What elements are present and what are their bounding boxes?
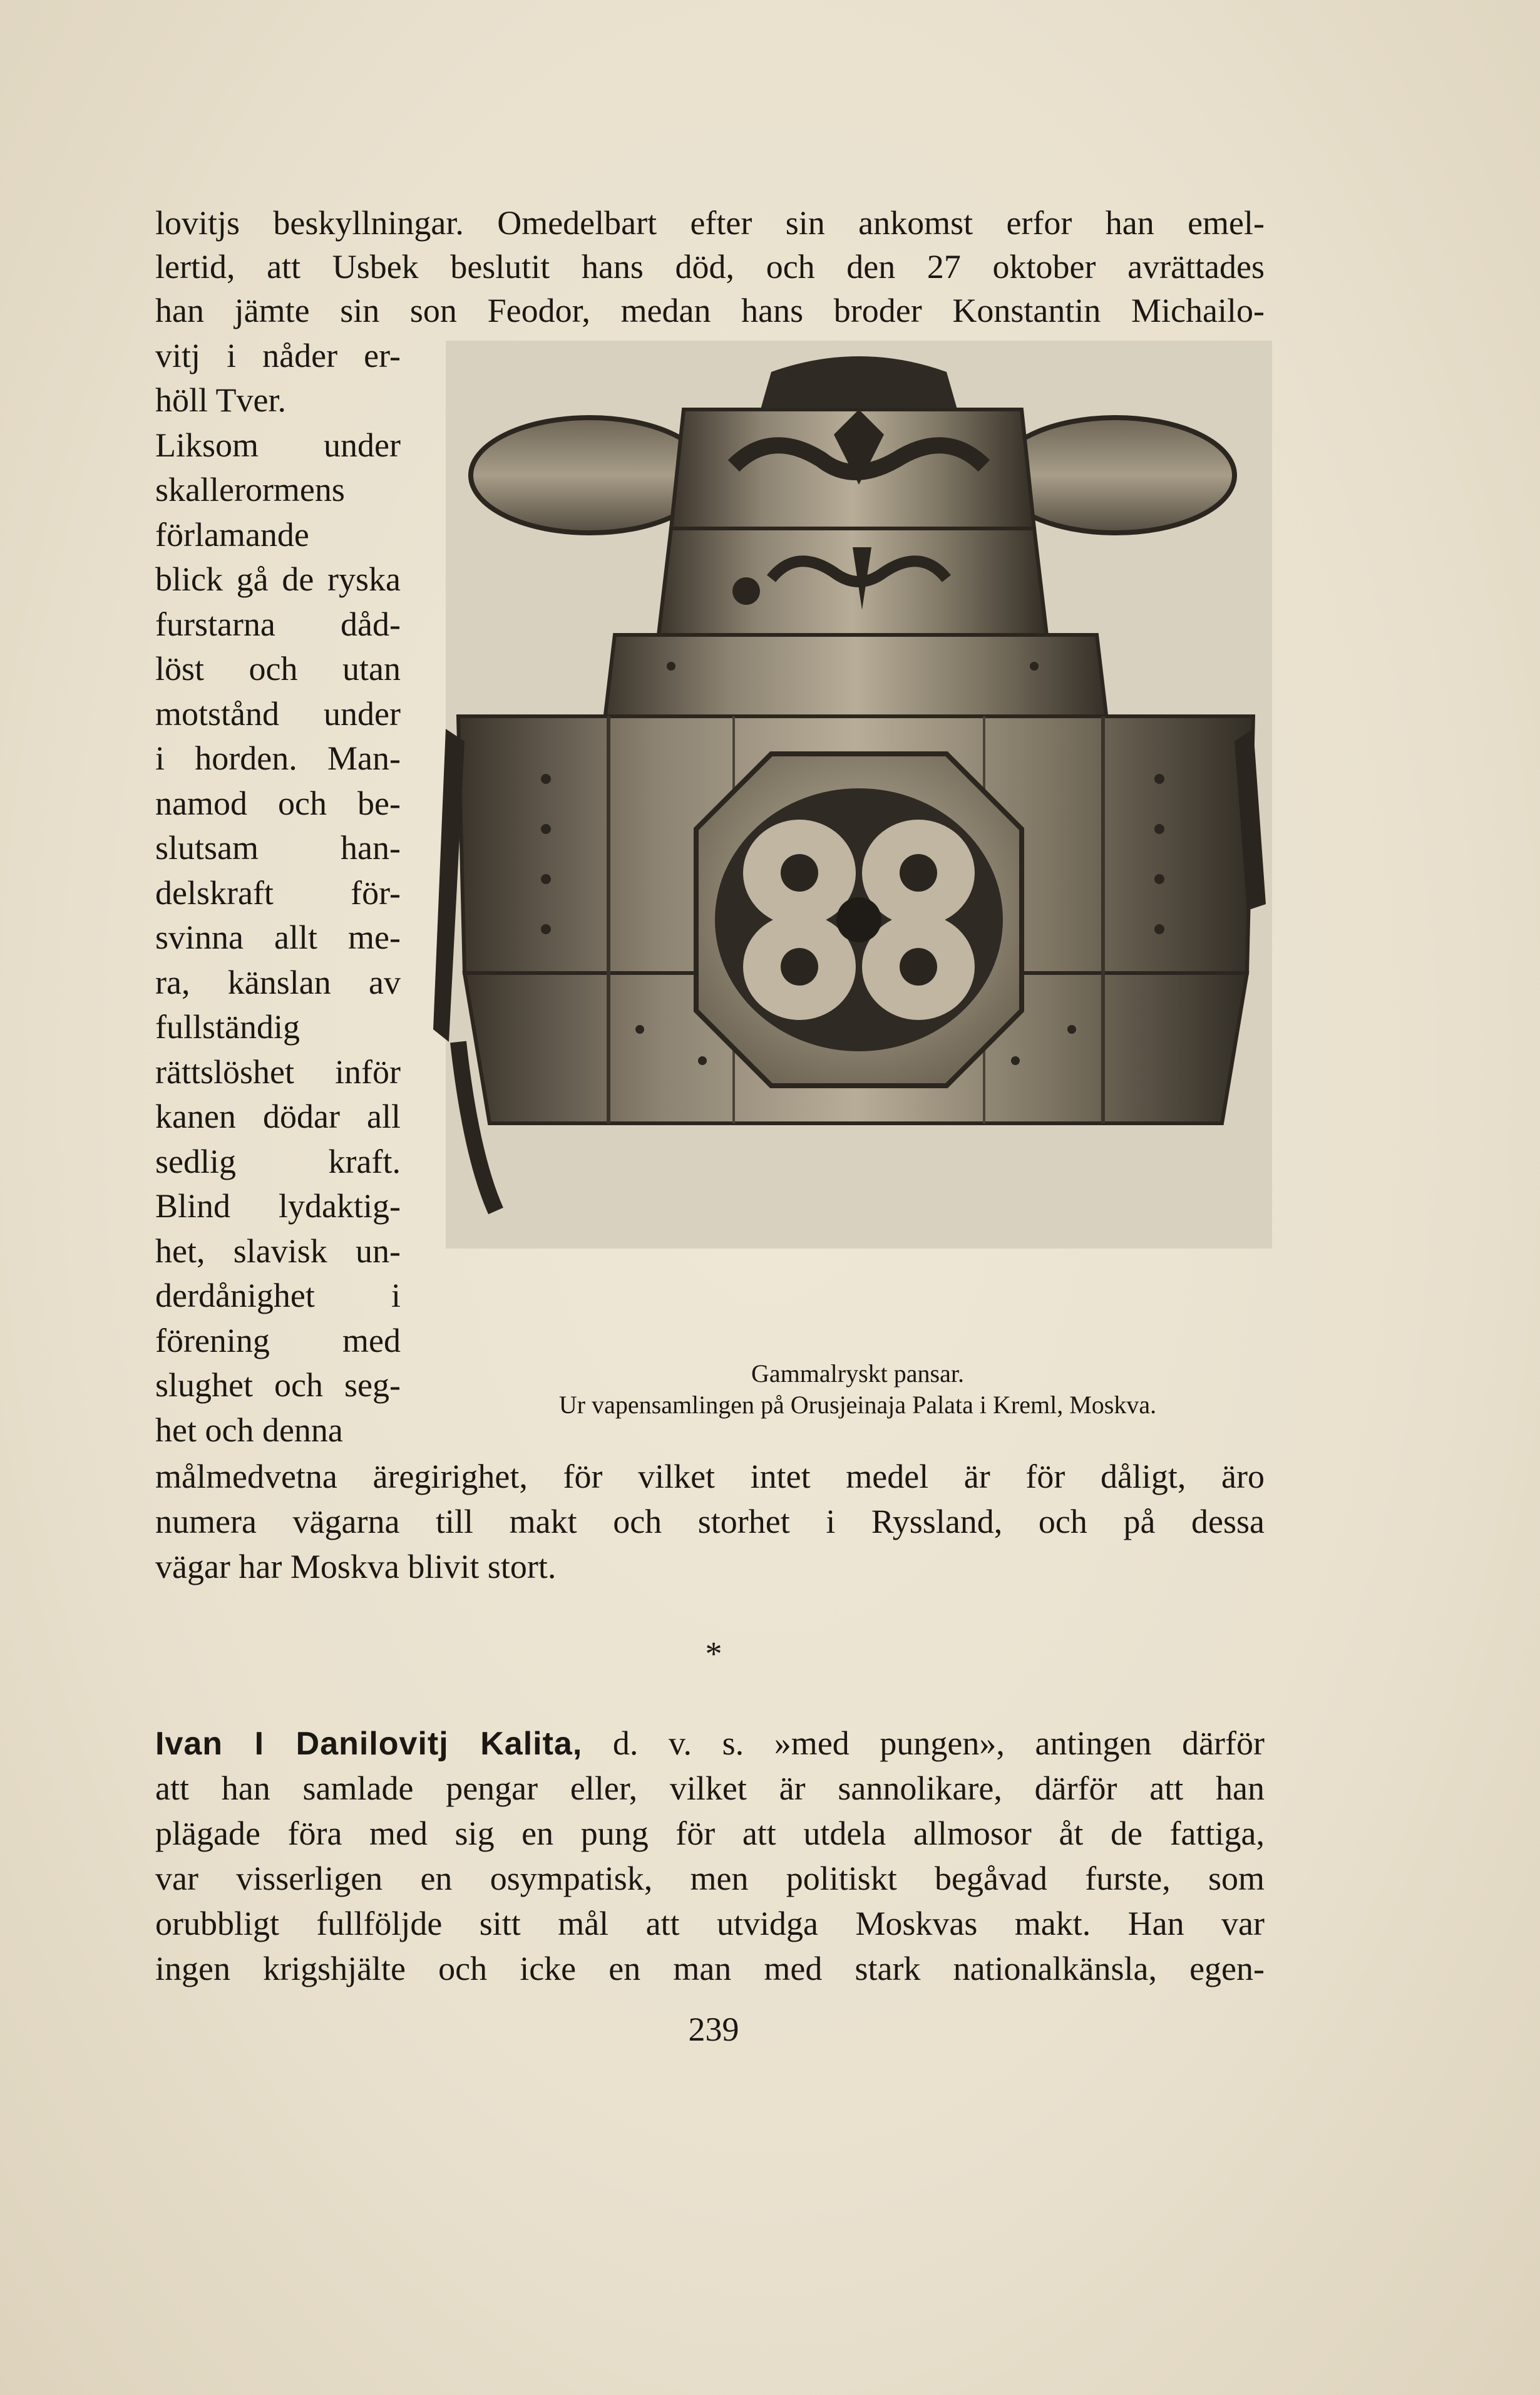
section-first-line xyxy=(155,1721,1265,1766)
body-line: att han samlade pengar eller, vilket är sannolikare, därför att han xyxy=(155,1769,1265,1807)
body-line: var visserligen en osympatisk, men politiskt begåvad furste, som xyxy=(155,1860,1265,1897)
body-line: lovitjs beskyllningar. Omedelbart efter sin ankomst erfor han emel- xyxy=(155,204,1265,242)
body-line: ingen krigshjälte och icke en man med stark nationalkänsla, egen- xyxy=(155,1950,1265,1987)
narrow-line: fullständig xyxy=(155,1008,300,1046)
figure-caption-title: Gammalryskt pansar. xyxy=(751,1359,964,1388)
narrow-line: svinna allt me- xyxy=(155,919,401,956)
narrow-line: rättslöshet inför xyxy=(155,1053,401,1091)
body-line: han jämte sin son Feodor, medan hans broder Konstantin Michailo- xyxy=(155,292,1265,329)
narrow-line: löst och utan xyxy=(155,650,401,688)
narrow-line: motstånd under xyxy=(155,695,401,733)
body-line: numera vägarna till makt och storhet i Ryssland, och på dessa xyxy=(155,1503,1265,1540)
body-line: lertid, att Usbek beslutit hans död, och den 27 oktober avrättades xyxy=(155,248,1265,286)
narrow-line: slughet och seg- xyxy=(155,1366,401,1404)
narrow-line: kanen dödar all xyxy=(155,1098,401,1135)
narrow-line: namod och be- xyxy=(155,785,401,822)
figure-caption-source: Ur vapensamlingen på Orusjeinaja Palata i Kreml, Moskva. xyxy=(558,1391,1157,1419)
narrow-line: förening med xyxy=(155,1322,401,1359)
section-first-line-rest: d. v. s. »med pungen», antingen därför xyxy=(582,1724,1265,1762)
body-line: plägade föra med sig en pung för att utdela allmosor åt de fattiga, xyxy=(155,1815,1265,1852)
section-separator: * xyxy=(705,1635,722,1672)
page-number: 239 xyxy=(688,2011,739,2048)
narrow-line: ra, känslan av xyxy=(155,964,401,1001)
narrow-line: het, slavisk un- xyxy=(155,1232,401,1270)
narrow-line: höll Tver. xyxy=(155,381,286,419)
narrow-line: förlamande xyxy=(155,516,309,554)
narrow-line: Blind lydaktig- xyxy=(155,1187,401,1225)
narrow-line: blick gå de ryska xyxy=(155,560,401,598)
body-line: målmedvetna äregirighet, för vilket intet medel är för dåligt, äro xyxy=(155,1458,1265,1495)
narrow-line: delskraft för- xyxy=(155,874,401,912)
body-line: vägar har Moskva blivit stort. xyxy=(155,1548,557,1585)
narrow-line: derdånighet i xyxy=(155,1277,401,1314)
narrow-line: i horden. Man- xyxy=(155,739,401,777)
armor-illustration xyxy=(421,341,1272,1255)
narrow-line: Liksom under xyxy=(155,426,401,464)
narrow-line: furstarna dåd- xyxy=(155,605,401,643)
narrow-line: vitj i nåder er- xyxy=(155,337,401,374)
narrow-line: skallerormens xyxy=(155,471,345,508)
body-line: orubbligt fullföljde sitt mål att utvidga Moskvas makt. Han var xyxy=(155,1905,1265,1942)
narrow-line: sedlig kraft. xyxy=(155,1143,401,1180)
section-heading: Ivan I Danilovitj Kalita, xyxy=(155,1726,583,1762)
armor-image xyxy=(421,341,1272,1255)
narrow-line: slutsam han- xyxy=(155,829,401,867)
narrow-line: het och denna xyxy=(155,1411,343,1449)
